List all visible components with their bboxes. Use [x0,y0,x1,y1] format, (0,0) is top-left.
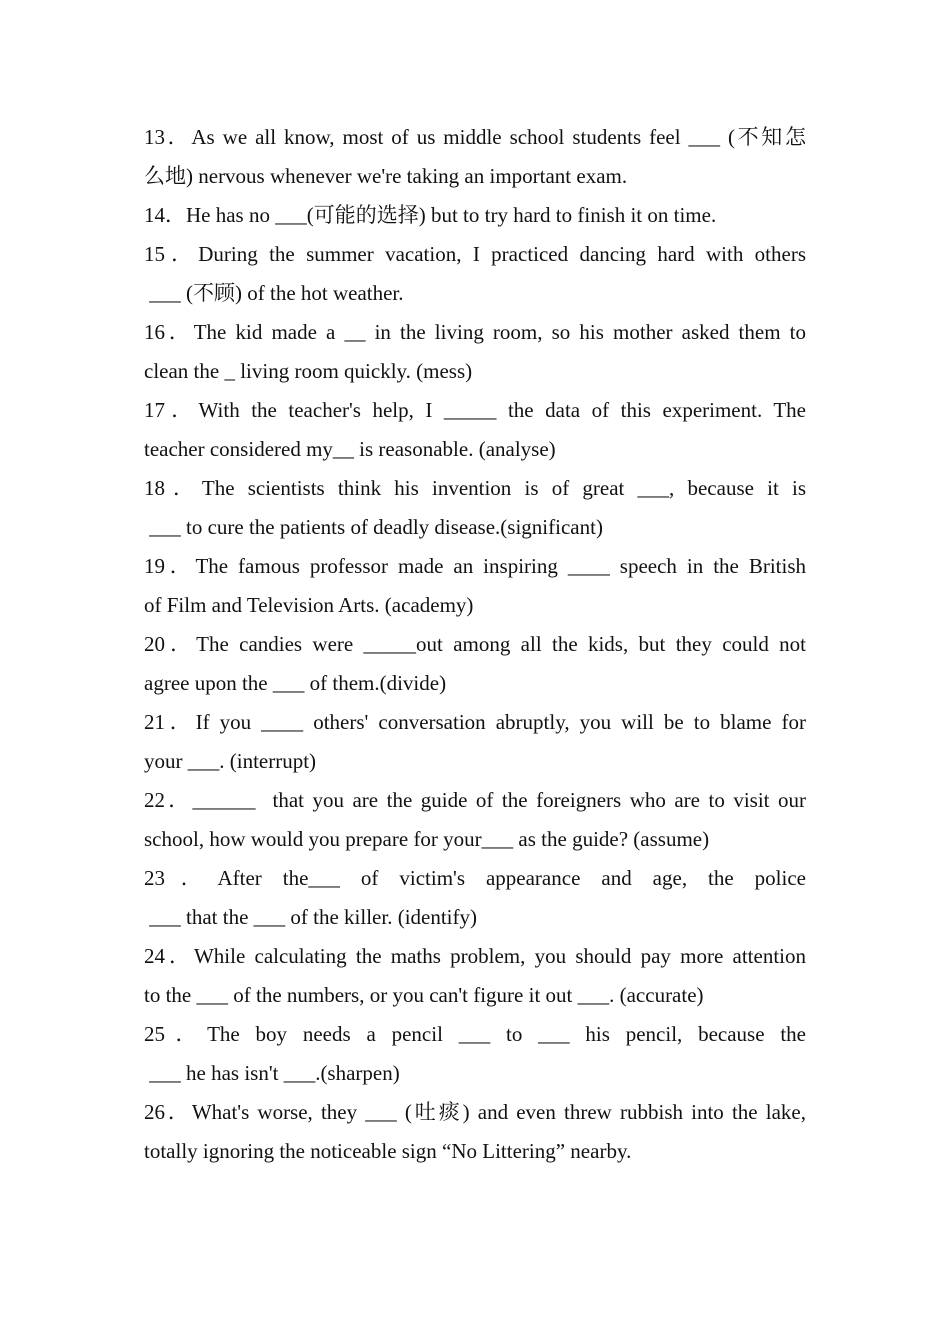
line-text: teacher considered my__ is reasonable. (analyse) [144,437,556,461]
question-continuation [144,1054,806,1093]
line-text: He has no ___(可能的选择) but to try hard to finish it on time. [186,203,717,227]
question-item [144,469,806,547]
line-text: ___ to cure the patients of deadly disease.(significant) [144,515,603,539]
line-text: ___ that the ___ of the killer. (identify) [144,905,478,929]
line-text: The candies were _____out among all the kids, but they could not [196,632,807,656]
question-continuation [144,274,806,313]
question-item [144,1015,806,1093]
question-item [144,859,806,937]
question-number: 13． [144,125,192,149]
question-item [144,547,806,625]
question-item [144,313,806,391]
line-text: With the teacher's help, I _____ the data of this experiment. The [198,398,806,422]
worksheet-page [144,118,806,1171]
line-text: While calculating the maths problem, you should pay more attention [193,944,807,968]
question-item [144,235,806,313]
line-text: What's worse, they ___ (吐痰) and even threw rubbish into the lake, [191,1100,806,1124]
question-number: 26． [144,1100,192,1124]
question-text [144,1015,806,1054]
question-continuation [144,430,806,469]
question-number: 23． [144,866,218,890]
question-number: 18． [144,476,202,500]
question-continuation [144,742,806,781]
question-continuation [144,898,806,937]
line-text: The famous professor made an inspiring ____ speech in the British [195,554,806,578]
line-text: The boy needs a pencil ___ to ___ his pencil, because the [207,1022,807,1046]
question-text [144,937,806,976]
question-item [144,781,806,859]
question-number: 19． [144,554,196,578]
line-text: As we all know, most of us middle school students feel ___ (不知怎 [191,125,806,149]
question-text [144,118,806,157]
question-item [144,937,806,1015]
question-text [144,625,806,664]
question-item [144,118,806,196]
line-text: 么地) nervous whenever we're taking an important exam. [144,164,628,188]
line-text: of Film and Television Arts. (academy) [144,593,474,617]
line-text: to the ___ of the numbers, or you can't figure it out ___. (accurate) [144,983,704,1007]
line-text: your ___. (interrupt) [144,749,317,773]
line-text: ___ (不顾) of the hot weather. [144,281,404,305]
line-text: ______ that you are the guide of the foreigners who are to visit our [192,788,807,812]
question-item [144,1093,806,1171]
line-text: ___ he has isn't ___.(sharpen) [144,1061,400,1085]
question-item [144,625,806,703]
question-number: 20． [144,632,197,656]
question-text [144,1093,806,1132]
question-item [144,703,806,781]
question-continuation [144,352,806,391]
question-number: 15． [144,242,199,266]
question-continuation [144,586,806,625]
question-text [144,781,806,820]
question-number: 14． [144,203,186,227]
question-number: 24． [144,944,194,968]
question-number: 16． [144,320,194,344]
question-number: 21． [144,710,196,734]
question-text [144,859,806,898]
question-text [144,547,806,586]
line-text: The scientists think his invention is of great ___, because it is [201,476,807,500]
question-number: 22． [144,788,193,812]
question-continuation [144,976,806,1015]
question-number: 17． [144,398,199,422]
question-continuation [144,820,806,859]
question-item [144,196,806,235]
question-continuation [144,664,806,703]
line-text: totally ignoring the noticeable sign “No Littering” nearby. [144,1139,632,1163]
question-text [144,235,806,274]
line-text: school, how would you prepare for your___ as the guide? (assume) [144,827,710,851]
line-text: If you ____ others' conversation abruptly, you will be to blame for [195,710,806,734]
question-text [144,391,806,430]
question-item [144,391,806,469]
question-continuation [144,508,806,547]
line-text: clean the _ living room quickly. (mess) [144,359,473,383]
line-text: During the summer vacation, I practiced dancing hard with others [198,242,806,266]
line-text: After the___ of victim's appearance and age, the police [217,866,806,890]
question-text [144,196,806,235]
question-text [144,469,806,508]
question-text [144,703,806,742]
question-continuation [144,1132,806,1171]
line-text: agree upon the ___ of them.(divide) [144,671,447,695]
question-number: 25． [144,1022,208,1046]
question-text [144,313,806,352]
question-continuation [144,157,806,196]
line-text: The kid made a __ in the living room, so his mother asked them to [193,320,806,344]
